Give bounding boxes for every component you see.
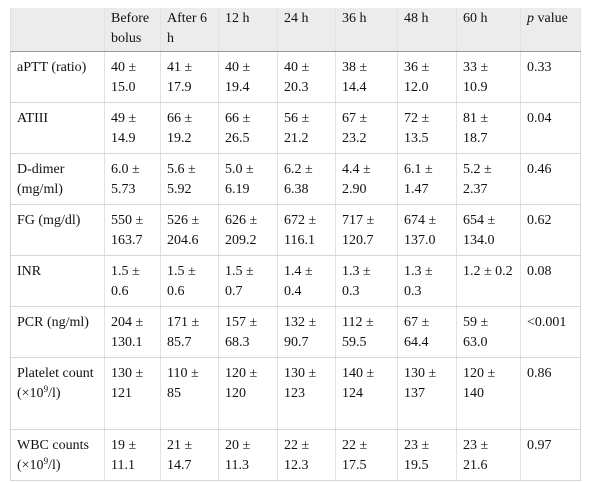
cell-after-6h: 1.5 ± 0.6 <box>161 256 219 307</box>
cell-60h: 120 ± 140 <box>457 358 521 430</box>
cell-60h: 33 ± 10.9 <box>457 52 521 103</box>
cell-after-6h: 21 ± 14.7 <box>161 430 219 481</box>
header-row <box>11 8 581 52</box>
cell-12h: 40 ± 19.4 <box>219 52 278 103</box>
cell-before-bolus: 1.5 ± 0.6 <box>105 256 161 307</box>
cell-36h: 1.3 ± 0.3 <box>336 256 398 307</box>
cell-24h: 22 ± 12.3 <box>278 430 336 481</box>
table-row <box>11 205 581 256</box>
cell-after-6h: 171 ± 85.7 <box>161 307 219 358</box>
header-12h: 12 h <box>219 8 278 52</box>
cell-60h: 81 ± 18.7 <box>457 103 521 154</box>
row-label: WBC counts $(\times 10^9/l)$ <box>11 430 105 481</box>
lab-values-table <box>10 8 581 481</box>
header-after-6h: After 6 h <box>161 8 219 52</box>
table-body <box>11 52 581 481</box>
cell-24h: 130 ± 123 <box>278 358 336 430</box>
table-row <box>11 358 581 430</box>
cell-before-bolus: 130 ± 121 <box>105 358 161 430</box>
cell-36h: 67 ± 23.2 <box>336 103 398 154</box>
cell-36h: 4.4 ± 2.90 <box>336 154 398 205</box>
cell-after-6h: 110 ± 85 <box>161 358 219 430</box>
cell-12h: 5.0 ± 6.19 <box>219 154 278 205</box>
cell-before-bolus: 40 ± 15.0 <box>105 52 161 103</box>
cell-after-6h: 41 ± 17.9 <box>161 52 219 103</box>
table-row <box>11 154 581 205</box>
cell-p-value: 0.33 <box>521 52 581 103</box>
cell-48h: 23 ± 19.5 <box>398 430 457 481</box>
header-p-value: p value <box>521 8 581 52</box>
cell-12h: 20 ± 11.3 <box>219 430 278 481</box>
header-24h: 24 h <box>278 8 336 52</box>
cell-48h: 6.1 ± 1.47 <box>398 154 457 205</box>
cell-p-value: 0.08 <box>521 256 581 307</box>
header-60h: 60 h <box>457 8 521 52</box>
cell-48h: 67 ± 64.4 <box>398 307 457 358</box>
header-36h: 36 h <box>336 8 398 52</box>
cell-48h: 36 ± 12.0 <box>398 52 457 103</box>
cell-p-value: 0.86 <box>521 358 581 430</box>
cell-36h: 717 ± 120.7 <box>336 205 398 256</box>
cell-24h: 40 ± 20.3 <box>278 52 336 103</box>
header-48h: 48 h <box>398 8 457 52</box>
cell-36h: 140 ± 124 <box>336 358 398 430</box>
cell-12h: 157 ± 68.3 <box>219 307 278 358</box>
cell-before-bolus: 550 ± 163.7 <box>105 205 161 256</box>
cell-p-value: 0.97 <box>521 430 581 481</box>
cell-24h: 132 ± 90.7 <box>278 307 336 358</box>
cell-p-value: 0.62 <box>521 205 581 256</box>
row-label: FG (mg/dl) <box>11 205 105 256</box>
cell-12h: 66 ± 26.5 <box>219 103 278 154</box>
cell-p-value: <0.001 <box>521 307 581 358</box>
cell-36h: 112 ± 59.5 <box>336 307 398 358</box>
cell-60h: 1.2 ± 0.2 <box>457 256 521 307</box>
cell-60h: 59 ± 63.0 <box>457 307 521 358</box>
cell-36h: 38 ± 14.4 <box>336 52 398 103</box>
cell-60h: 654 ± 134.0 <box>457 205 521 256</box>
cell-p-value: 0.46 <box>521 154 581 205</box>
table-row <box>11 307 581 358</box>
row-label: aPTT (ratio) <box>11 52 105 103</box>
row-label: D-dimer (mg/ml) <box>11 154 105 205</box>
cell-60h: 23 ± 21.6 <box>457 430 521 481</box>
cell-after-6h: 5.6 ± 5.92 <box>161 154 219 205</box>
cell-48h: 1.3 ± 0.3 <box>398 256 457 307</box>
cell-before-bolus: 204 ± 130.1 <box>105 307 161 358</box>
header-before-bolus: Before bolus <box>105 8 161 52</box>
cell-p-value: 0.04 <box>521 103 581 154</box>
table-row <box>11 256 581 307</box>
cell-before-bolus: 49 ± 14.9 <box>105 103 161 154</box>
cell-24h: 6.2 ± 6.38 <box>278 154 336 205</box>
cell-36h: 22 ± 17.5 <box>336 430 398 481</box>
cell-24h: 1.4 ± 0.4 <box>278 256 336 307</box>
cell-before-bolus: 6.0 ± 5.73 <box>105 154 161 205</box>
header-parameter <box>11 8 105 52</box>
cell-before-bolus: 19 ± 11.1 <box>105 430 161 481</box>
table-row <box>11 430 581 481</box>
table-header <box>11 8 581 52</box>
row-label: ATIII <box>11 103 105 154</box>
row-label: PCR (ng/ml) <box>11 307 105 358</box>
table-row <box>11 52 581 103</box>
cell-48h: 72 ± 13.5 <box>398 103 457 154</box>
cell-24h: 56 ± 21.2 <box>278 103 336 154</box>
cell-48h: 130 ± 137 <box>398 358 457 430</box>
cell-after-6h: 66 ± 19.2 <box>161 103 219 154</box>
cell-24h: 672 ± 116.1 <box>278 205 336 256</box>
cell-48h: 674 ± 137.0 <box>398 205 457 256</box>
cell-12h: 120 ± 120 <box>219 358 278 430</box>
table-row <box>11 103 581 154</box>
cell-12h: 1.5 ± 0.7 <box>219 256 278 307</box>
row-label: Platelet count $(\times 10^9/l)$ <box>11 358 105 430</box>
cell-after-6h: 526 ± 204.6 <box>161 205 219 256</box>
cell-12h: 626 ± 209.2 <box>219 205 278 256</box>
cell-60h: 5.2 ± 2.37 <box>457 154 521 205</box>
row-label: INR <box>11 256 105 307</box>
